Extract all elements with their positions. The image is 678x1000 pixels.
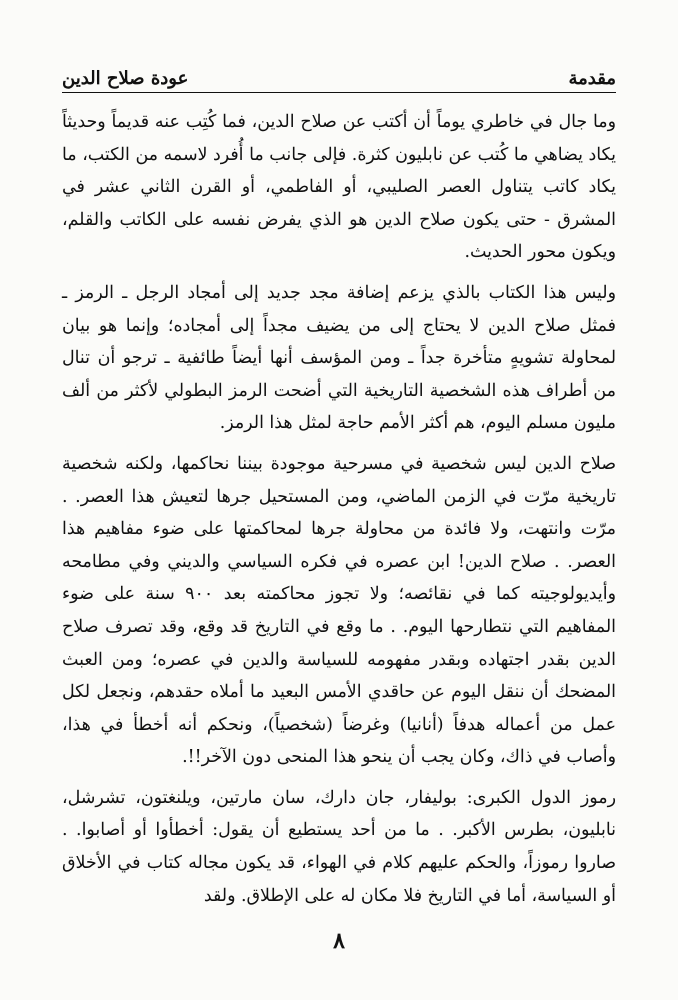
running-header xyxy=(62,60,616,93)
body-text xyxy=(62,106,616,920)
paragraph-2: وليس هذا الكتاب بالذي يزعم إضافة مجد جديد إلى أمجاد الرجل ـ الرمز ـ فمثل صلاح الدين لا يحتاج إلى من يضيف مجداً إلى أمجاده؛ وإنما هو بيان لمحاولة تشويهٍ متأخرة جداً ـ ومن المؤسف أنها أيضاً طائفية ـ ترجو أن تنال من أطراف هذه الشخصية التاريخية التي أضحت الرمز البطولي لأكثر من ألف مليون مسلم اليوم، هم أكثر الأمم حاجة لمثل هذا الرمز. xyxy=(62,282,616,434)
section-title: مقدمة xyxy=(568,68,616,89)
paragraph-1: وما جال في خاطري يوماً أن أكتب عن صلاح الدين، فما كُتِب عنه قديماً وحديثاً يكاد يضاهي ما كُتب عن نابليون كثرة. فإلى جانب ما أُفرد لاسمه من الكتب، ما يكاد كاتب يتناول العصر الصليبي، أو الفاطمي، أو القرن الثاني عشر في المشرق - حتى يكون صلاح الدين هو الذي يفرض نفسه على الكاتب والقلم، ويكون محور الحديث. xyxy=(62,112,616,263)
paragraph-3: صلاح الدين ليس شخصية في مسرحية موجودة بيننا نحاكمها، ولكنه شخصية تاريخية مرّت في الزمن الماضي، ومن المستحيل جرها لتعيش هذا العصر. . مرّت وانتهت، ولا فائدة من محاولة جرها لمحاكمتها على ضوء مفاهيم هذا العصر. . صلاح الدين! ابن عصره في فكره السياسي والديني وفي مطامحه وأيديولوجيته كما في نقائصه؛ ولا تجوز محاكمته بعد ٩٠٠ سنة على ضوء المفاهيم التي نتطارحها اليوم. . ما وقع في التاريخ قد وقع، وقد تصرف صلاح الدين بقدر اجتهاده وبقدر مفهومه للسياسة والدين في عصره؛ ومن العبث المضحك أن ننقل اليوم عن حاقدي الأمس البعيد ما أملاه حقدهم، ونجعل لكل عمل من أعماله هدفاً (أنانيا) وغرضاً (شخصياً)، ونحكم أنه أخطأ في هذا، وأصاب في ذاك، وكان يجب أن ينحو هذا المنحى دون الآخر!!. xyxy=(62,453,616,768)
paragraph-4: رموز الدول الكبرى: بوليفار، جان دارك، سان مارتين، ويلنغتون، تشرشل، نابليون، بطرس الأكبر. . ما من أحد يستطيع أن يقول: أخطأوا أو أصابوا. . صاروا رموزاً، والحكم عليهم كلام في الهواء، قد يكون مجاله كتاب في الأخلاق أو السياسة، أما في التاريخ فلا مكان له على الإطلاق. ولقد xyxy=(62,787,616,906)
page-number: ٨ xyxy=(333,928,345,954)
book-title: عودة صلاح الدين xyxy=(62,68,189,89)
